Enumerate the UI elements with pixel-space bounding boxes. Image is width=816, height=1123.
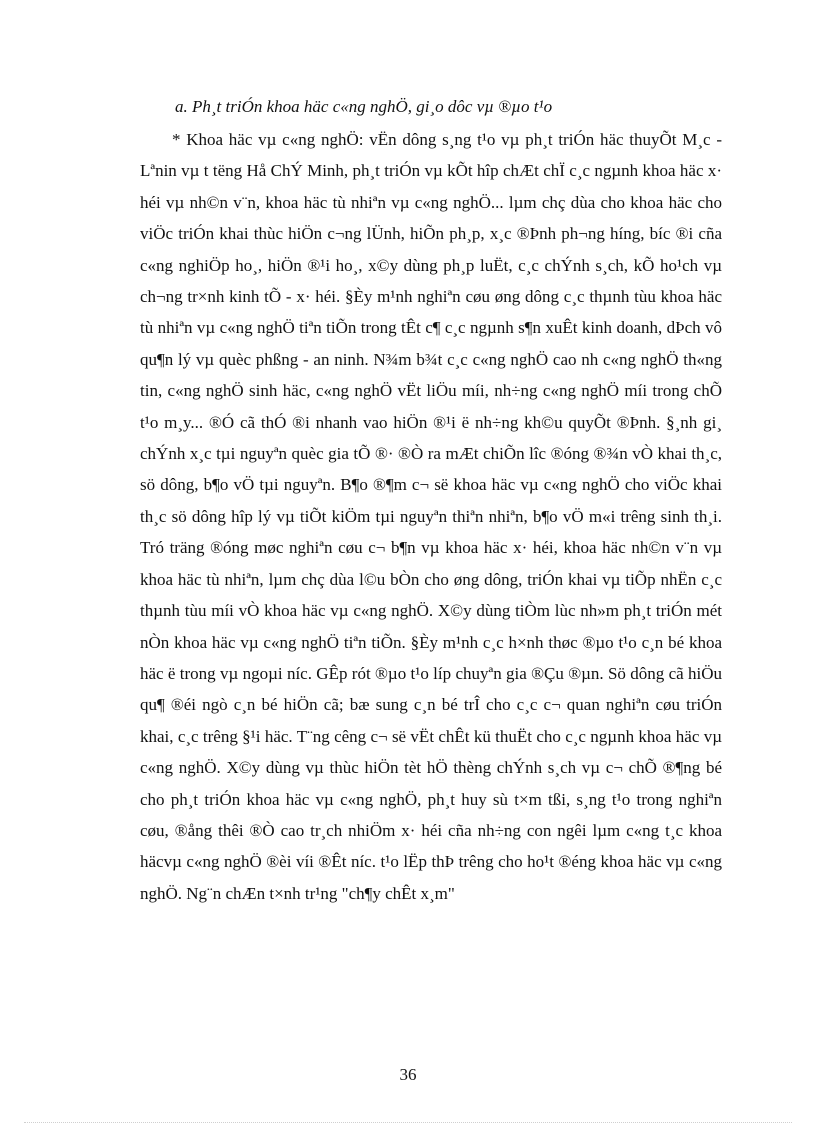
page-number: 36 [399, 1065, 417, 1084]
paragraph: * Khoa häc vµ c«ng nghÖ: vËn dông s¸ng t¹o vµ ph¸t triÓn häc thuyÕt M¸c - Lªnin vµ t tëng Hå ChÝ Minh, ph¸t triÓn vµ kÕt hîp chÆt chÏ c¸c ngµnh khoa häc x· héi vµ nh©n v¨n, khoa häc tù nhiªn vµ c«ng nghÖ... lµm chç dùa cho khoa häc cho viÖc triÓn khai thùc hiÖn c¬ng lÜnh, hiÕn ph¸p, x¸c ®Þnh ph¬ng híng, bíc ®i cña c«ng nghiÖp ho¸, hiÖn ®¹i ho¸, x©y dùng ph¸p luËt, c¸c chÝnh s¸ch, kÕ ho¹ch vµ ch¬ng tr×nh kinh tÕ - x· héi. §Èy m¹nh nghiªn cøu øng dông c¸c thµnh tùu khoa häc tù nhiªn vµ c«ng nghÖ tiªn tiÕn trong tÊt c¶ c¸c ngµnh s¶n xuÊt kinh doanh, dÞch vô qu¶n lý vµ quèc phßng - an ninh. N¾m b¾t c¸c c«ng nghÖ cao nh c«ng nghÖ th«ng tin, c«ng nghÖ sinh häc, c«ng nghÖ vËt liÖu míi, nh÷ng c«ng nghÖ míi trong chÕ t¹o m¸y... ®Ó cã thÓ ®i nhanh vao hiÖn ®¹i ë nh÷ng kh©u quyÕt ®Þnh. §¸nh gi¸ chÝnh x¸c tµi nguyªn quèc gia tÕ ®· ®Ò ra mÆt chiÕn lîc ®óng ®¾n vÒ khai th¸c, sö dông, b¶o vÖ tµi nguyªn. B¶o ®¶m c¬ së khoa häc vµ c«ng nghÖ cho viÖc khai th¸c sö dông hîp lý vµ tiÕt kiÖm tµi nguyªn thiªn nhiªn, b¶o vÖ m«i trêng sinh th¸i. Tró träng ®óng møc nghiªn cøu c¬ b¶n vµ khoa häc x· héi, khoa häc nh©n v¨n vµ khoa häc tù nhiªn, lµm chç dùa l©u bÒn cho øng dông, triÓn khai vµ tiÕp nhËn c¸c thµnh tùu míi vÒ khoa häc vµ c«ng nghÖ. X©y dùng tiÒm lùc nh»m ph¸t triÓn mét nÒn khoa häc vµ c«ng nghÖ tiªn tiÕn. §Èy m¹nh c¸c h×nh thøc ®µo t¹o c¸n bé khoa häc ë trong vµ ngoµi níc. GÊp rót ®µo t¹o líp chuyªn gia ®Çu ®µn. Sö dông cã hiÖu qu¶ ®éi ngò c¸n bé hiÖn cã; bæ sung c¸n bé trÎ cho c¸c c¬ quan nghiªn cøu triÓn khai, c¸c trêng §¹i häc. T¨ng cêng c¬ së vËt chÊt kü thuËt cho c¸c ngµnh khoa häc vµ c«ng nghÖ. X©y dùng vµ thùc hiÖn tèt hÖ thèng chÝnh s¸ch vµ c¬ chÕ ®¶ng bé cho ph¸t triÓn khoa häc vµ c«ng nghÖ, ph¸t huy sù t×m tßi, s¸ng t¹o trong nghiªn cøu, ®ång thêi ®Ò cao tr¸ch nhiÖm x· héi cña nh÷ng con ngêi lµm c«ng t¸c khoa häcvµ c«ng nghÖ ®èi víi ®Êt níc. t¹o lËp thÞ trêng cho ho¹t ®éng khoa häc vµ c«ng nghÖ. Ng¨n chÆn t×nh tr¹ng "ch¶y chÊt x¸m" [140, 130, 722, 903]
section-heading: a. Ph¸t triÓn khoa häc c«ng nghÖ, gi¸o dôc vµ ®µo t¹o [175, 97, 553, 116]
body-text [140, 124, 722, 909]
